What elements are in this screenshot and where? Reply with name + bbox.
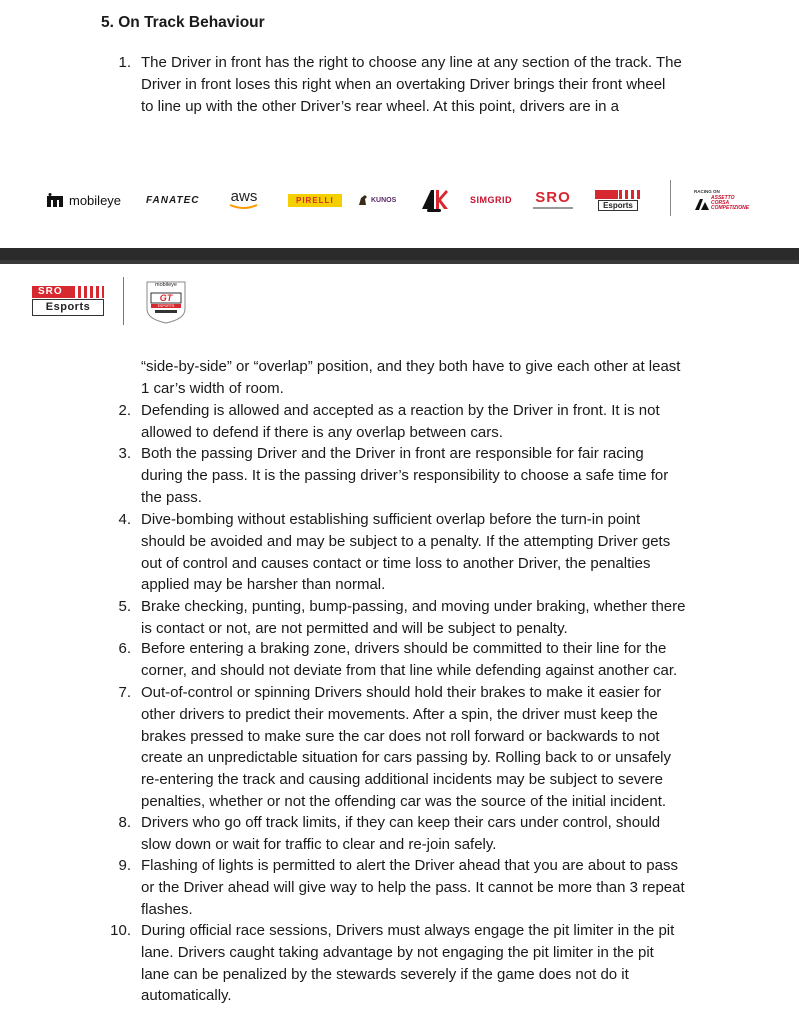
sro-esports-small-label: Esports: [598, 200, 638, 211]
sro-label: SRO: [535, 189, 571, 206]
simgrid-logo: [470, 180, 512, 220]
rule-text: [141, 52, 711, 117]
section-heading: 5. On Track Behaviour: [101, 14, 265, 31]
sro-esports-logo: [32, 286, 104, 316]
acc-logo: [694, 180, 751, 220]
fanatec-logo: [146, 180, 199, 220]
rule-text: [141, 855, 711, 920]
rule-line: Driver in front loses this right when an overtaking Driver brings their front wheel: [141, 75, 666, 93]
rule-line: flashes.: [141, 900, 193, 918]
page-separator: [0, 248, 799, 264]
rule-text: [141, 400, 711, 444]
rule-text: [141, 920, 711, 1007]
sro-esports-stripe: [32, 286, 104, 298]
rule-line: Flashing of lights is permitted to alert the Driver ahead that you are about to pass: [141, 857, 678, 874]
sponsor-bar: [0, 180, 799, 220]
rule-line: out of control and causes contact or time loss to another Driver, the penalties: [141, 554, 651, 572]
rule-line: The Driver in front has the right to choose any line at any section of the track. The: [141, 54, 682, 71]
ak-logo: [419, 180, 449, 220]
rule-number: 6.: [118, 640, 131, 657]
rule-text: [141, 443, 711, 508]
rule-line: Defending is allowed and accepted as a reaction by the Driver in front. It is not: [141, 402, 660, 419]
rule-number: 3.: [118, 445, 131, 462]
rule-line: is contact or not, are not permitted and will be subject to penalty.: [141, 619, 568, 637]
rule-number: 4.: [118, 511, 131, 528]
rule-line: Both the passing Driver and the Driver in front are responsible for fair racing: [141, 445, 644, 462]
rule-number: 9.: [118, 857, 131, 874]
badge-mobileye-label: mobileye: [154, 282, 177, 288]
rule-line: other drivers to predict their movements. After a spin, the driver must keep the: [141, 705, 658, 723]
rule-text: [141, 509, 711, 596]
rule-line: Out-of-control or spinning Drivers should hold their brakes to make it easier for: [141, 684, 662, 701]
rule-number: 2.: [118, 402, 131, 419]
ak-esports-icon: [419, 187, 449, 213]
kunos-horse-icon: [357, 194, 369, 206]
rule-line: lane can be penalized by the stewards severely if the game does not do it: [141, 965, 629, 983]
rule-number: 7.: [118, 684, 131, 701]
rule-line: During official race sessions, Drivers must always engage the pit limiter in the pit: [141, 922, 675, 939]
rule-line: “side-by-side” or “overlap” position, and they both have to give each other at least: [141, 358, 681, 375]
header-divider: [123, 277, 124, 325]
aws-logo: [229, 180, 259, 220]
simgrid-label: SIMGRID: [470, 195, 513, 205]
rule-line: or the Driver ahead will give way to help the pass. It cannot be more than 3 repeat: [141, 878, 685, 896]
rule-text: [141, 638, 711, 682]
mobileye-logo: [47, 180, 121, 220]
rule-line: Brake checking, punting, bump-passing, and moving under braking, whether there: [141, 598, 686, 615]
kunos-logo: [357, 180, 396, 220]
rule-line: during the pass. It is the passing driver’s responsibility to choose a safe time for: [141, 466, 669, 484]
badge-esports-label: ESPORTS: [157, 304, 175, 308]
rule-line: 1 car’s width of room.: [141, 379, 284, 397]
aws-smile-icon: [229, 204, 259, 210]
acc-label: ASSETTO CORSA COMPETIZIONE: [711, 195, 750, 211]
rule-line: automatically.: [141, 987, 232, 1005]
sro-underline: [533, 207, 573, 209]
gt-esports-badge: [143, 279, 189, 325]
kunos-label: KUNOS: [371, 196, 397, 204]
rule-line: the pass.: [141, 488, 202, 506]
rule-line: lane. Drivers caught taking advantage by not engaging the pit limiter in the pit: [141, 943, 654, 961]
rule-line: brakes pressed to make sure the car does not roll forward or backwards to not: [141, 727, 660, 745]
rule-text: [141, 596, 711, 640]
rule-line: Dive-bombing without establishing sufficient overlap before the turn-in point: [141, 511, 641, 528]
aws-label: aws: [230, 188, 258, 205]
rule-text: [141, 356, 711, 400]
sro-header-label: SRO: [32, 286, 72, 298]
rule-line: create an unpredictable situation for cars passing by. Rolling back to or unsafely: [141, 749, 672, 767]
rule-text: [141, 812, 711, 856]
rule-number: 1.: [118, 54, 131, 71]
rule-line: re-entering the track and causing additional incidents may be subject to severe: [141, 771, 663, 789]
sro-esports-small-stripe: [595, 190, 641, 199]
pirelli-label: PIRELLI: [288, 194, 342, 207]
sro-logo: [533, 180, 573, 220]
rule-text: [141, 682, 711, 813]
rule-line: allowed to defend if there is any overlap between cars.: [141, 423, 503, 441]
rule-number: 10.: [110, 922, 131, 939]
rule-line: to line up with the other Driver’s rear wheel. At this point, drivers are in a: [141, 97, 620, 115]
fanatec-label: FANATEC: [146, 194, 200, 206]
racing-on-label: RACING ON: [694, 189, 720, 194]
mobileye-label: mobileye: [69, 192, 122, 208]
rule-line: slow down or wait for traffic to clear and re-join safely.: [141, 835, 497, 853]
rule-line: Before entering a braking zone, drivers should be committed to their line for the: [141, 640, 667, 657]
rule-number: 5.: [118, 598, 131, 615]
pirelli-logo: [288, 180, 342, 220]
rule-line: should be avoided and may be subject to a penalty. If the attempting Driver gets: [141, 532, 671, 550]
sponsor-divider: [670, 180, 671, 216]
rule-number: 8.: [118, 814, 131, 831]
badge-gt-label: GT: [159, 293, 173, 303]
sro-checker-flag: [72, 286, 104, 298]
acc-a-icon: [694, 198, 710, 210]
rule-line: Drivers who go off track limits, if they can keep their cars under control, should: [141, 814, 661, 831]
mobileye-m-icon: [47, 193, 67, 207]
rule-line: corner, and should not deviate from that line while defending against another car.: [141, 661, 678, 679]
rule-line: penalties, whether or not the offending car was the source of the initial incident.: [141, 792, 667, 810]
rule-line: applied may be harsher than normal.: [141, 576, 386, 594]
sro-esports-small-logo: [595, 180, 641, 220]
esports-header-label: Esports: [32, 299, 104, 316]
